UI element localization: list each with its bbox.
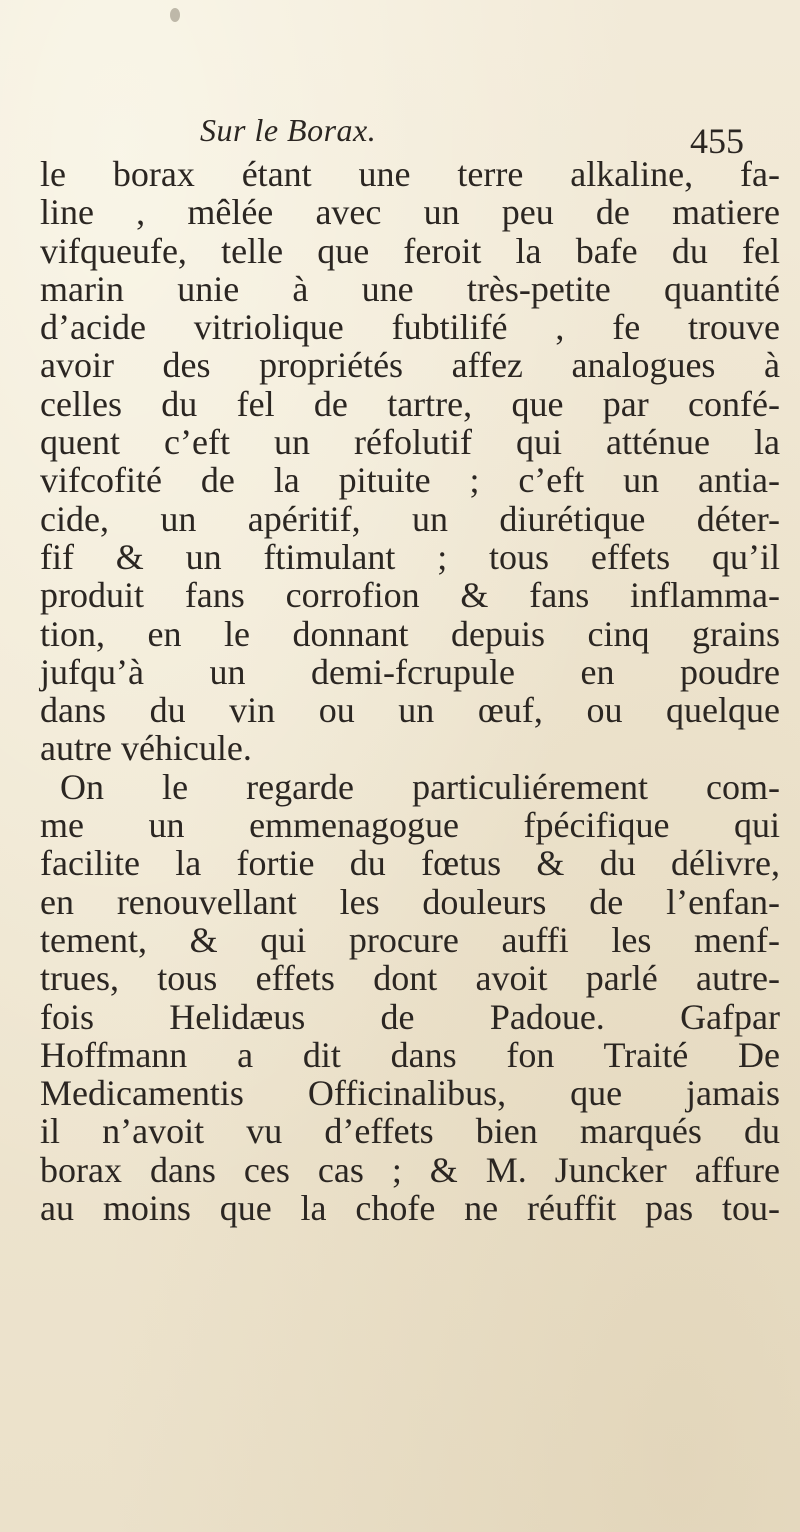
text-line: cide, un apéritif, un diurétique déter- [40,498,780,539]
running-title: Sur le Borax. [200,112,377,148]
text-line: trues, tous effets dont avoit parlé autre- [40,958,780,999]
text-line: fois Helidæus de Padoue. Gafpar [40,996,780,1037]
text-line: tement, & qui procure auffi les menf- [40,919,780,960]
text-line: Medicamentis Officinalibus, que jamais [40,1073,780,1114]
text-line: vifqueufe, telle que feroit la bafe du fel [40,230,780,271]
text-line: vifcofité de la pituite ; c’eft un antia- [40,460,780,501]
text-line: dans du vin ou un œuf, ou quelque [40,690,780,731]
text-line: il n’avoit vu d’effets bien marqués du [40,1111,780,1152]
text-line: avoir des propriétés affez analogues à [40,345,780,386]
text-line: autre véhicule. [40,728,252,769]
text-line: d’acide vitriolique fubtilifé , fe trouve [40,307,780,348]
text-line: line , mêlée avec un peu de matiere [40,192,780,233]
text-line: tion, en le donnant depuis cinq grains [40,613,780,654]
text-line: marin unie à une très-petite quantité [40,268,780,309]
ink-stain [170,8,180,22]
text-line: me un emmenagogue fpécifique qui [40,805,780,846]
text-line: au moins que la chofe ne réuffit pas tou- [40,1188,780,1229]
text-line: On le regarde particuliérement com- [60,766,780,807]
text-line: quent c’eft un réfolutif qui atténue la [40,422,780,463]
text-line: fif & un ftimulant ; tous effets qu’il [40,536,780,577]
text-line: jufqu’à un demi-fcrupule en poudre [40,651,780,692]
text-line: facilite la fortie du fœtus & du délivre, [40,843,780,884]
text-line: produit fans corrofion & fans inflamma- [40,575,780,616]
text-line: borax dans ces cas ; & M. Juncker affure [40,1149,780,1190]
page-number: 455 [690,121,744,161]
text-line: le borax étant une terre alkaline, fa- [40,154,780,194]
body-text [40,155,780,1227]
text-line: Hoffmann a dit dans fon Traité De [40,1034,780,1075]
text-line: en renouvellant les douleurs de l’enfan- [40,881,780,922]
text-line: celles du fel de tartre, que par confé- [40,383,780,424]
